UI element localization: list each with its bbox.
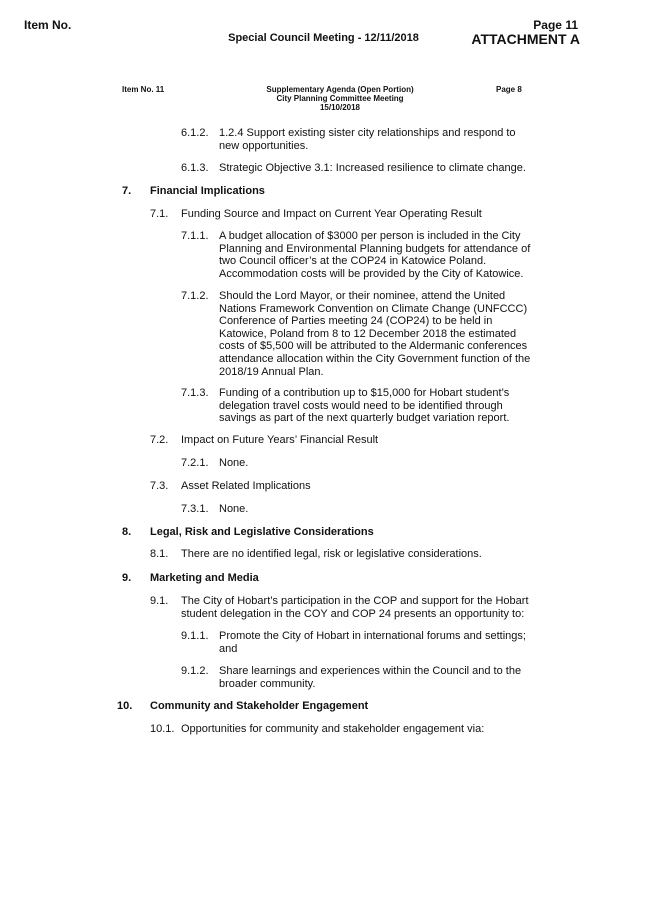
item-line: broader community. bbox=[219, 677, 316, 690]
item-line: Funding Source and Impact on Current Year Operating Result bbox=[181, 208, 482, 220]
item-line: None. bbox=[219, 503, 249, 515]
item-line: Funding of a contribution up to $15,000 for Hobart student’s bbox=[219, 387, 510, 399]
item-line: A budget allocation of $3000 per person is included in the City bbox=[219, 230, 521, 242]
item-line: Planning and Environmental Planning budgets for attendance of bbox=[219, 242, 531, 255]
section-number: 7. bbox=[122, 185, 132, 197]
outer-page-number: Page 11 bbox=[533, 18, 578, 32]
inner-item-number: Item No. 11 bbox=[122, 85, 165, 94]
item-line: Asset Related Implications bbox=[181, 480, 311, 492]
item-line: Should the Lord Mayor, or their nominee, attend the United bbox=[219, 290, 506, 302]
section-title: Marketing and Media bbox=[150, 572, 259, 584]
attachment-label: ATTACHMENT A bbox=[471, 31, 580, 47]
item-number: 7.3.1. bbox=[181, 503, 209, 515]
section-title: Legal, Risk and Legislative Considerations bbox=[150, 526, 374, 538]
committee-date: 15/10/2018 bbox=[319, 103, 361, 112]
item-number: 8.1. bbox=[150, 548, 169, 560]
item-number: 7.1.3. bbox=[181, 387, 209, 399]
item-line: Accommodation costs will be provided by the City of Katowice. bbox=[219, 267, 524, 280]
committee-title: City Planning Committee Meeting bbox=[276, 94, 404, 103]
item-line: Opportunities for community and stakeholder engagement via: bbox=[181, 723, 485, 735]
item-line: Strategic Objective 3.1: Increased resilience to climate change. bbox=[219, 162, 526, 174]
item-line: student delegation in the COY and COP 24 presents an opportunity to: bbox=[181, 607, 525, 620]
item-number: 7.1.1. bbox=[181, 230, 209, 242]
outer-item-label: Item No. bbox=[24, 18, 72, 32]
section-number: 8. bbox=[122, 526, 132, 538]
item-line: Conference of Parties meeting 24 (COP24) to be held in bbox=[219, 315, 493, 328]
item-number: 7.1. bbox=[150, 208, 169, 220]
agenda-title: Supplementary Agenda (Open Portion) bbox=[266, 85, 414, 94]
item-line: Share learnings and experiences within the Council and to the bbox=[219, 665, 522, 677]
section-title: Financial Implications bbox=[150, 185, 265, 197]
item-line: There are no identified legal, risk or legislative considerations. bbox=[181, 548, 482, 560]
item-number: 9.1.1. bbox=[181, 630, 209, 642]
item-line: 2018/19 Annual Plan. bbox=[219, 365, 324, 378]
section-number: 10. bbox=[117, 700, 133, 712]
item-number: 10.1. bbox=[150, 723, 175, 735]
section-title: Community and Stakeholder Engagement bbox=[150, 700, 369, 712]
item-line: None. bbox=[219, 457, 249, 469]
item-number: 7.3. bbox=[150, 480, 169, 492]
item-line: costs of $5,500 will be attributed to the Aldermanic conferences bbox=[219, 340, 528, 353]
item-line: and bbox=[219, 642, 238, 655]
item-line: delegation travel costs would need to be identified through bbox=[219, 399, 503, 412]
item-line: new opportunities. bbox=[219, 139, 309, 152]
item-number: 9.1.2. bbox=[181, 665, 209, 677]
item-line: savings as part of the next quarterly budget variation report. bbox=[219, 412, 510, 425]
meeting-title: Special Council Meeting - 12/11/2018 bbox=[228, 32, 419, 44]
item-number: 7.2.1. bbox=[181, 457, 209, 469]
item-number: 7.1.2. bbox=[181, 290, 209, 302]
section-number: 9. bbox=[122, 572, 132, 584]
item-line: attendance allocation within the City Government function of the bbox=[219, 352, 531, 365]
item-number: 7.2. bbox=[150, 434, 169, 446]
item-number: 6.1.3. bbox=[181, 162, 209, 174]
item-line: two Council officer’s at the COP24 in Katowice Poland. bbox=[219, 255, 487, 268]
item-line: Katowice, Poland from 8 to 12 December 2018 the estimated bbox=[219, 327, 517, 340]
item-line: 1.2.4 Support existing sister city relationships and respond to bbox=[219, 127, 516, 139]
item-line: Impact on Future Years’ Financial Result bbox=[181, 434, 379, 446]
item-line: Promote the City of Hobart in international forums and settings; bbox=[219, 630, 526, 642]
item-number: 6.1.2. bbox=[181, 127, 209, 139]
inner-page-number: Page 8 bbox=[496, 85, 522, 94]
item-line: Nations Framework Convention on Climate Change (UNFCCC) bbox=[219, 302, 528, 315]
item-number: 9.1. bbox=[150, 595, 169, 607]
item-line: The City of Hobart’s participation in the COP and support for the Hobart bbox=[181, 595, 529, 607]
inner-agenda-block bbox=[240, 85, 440, 112]
